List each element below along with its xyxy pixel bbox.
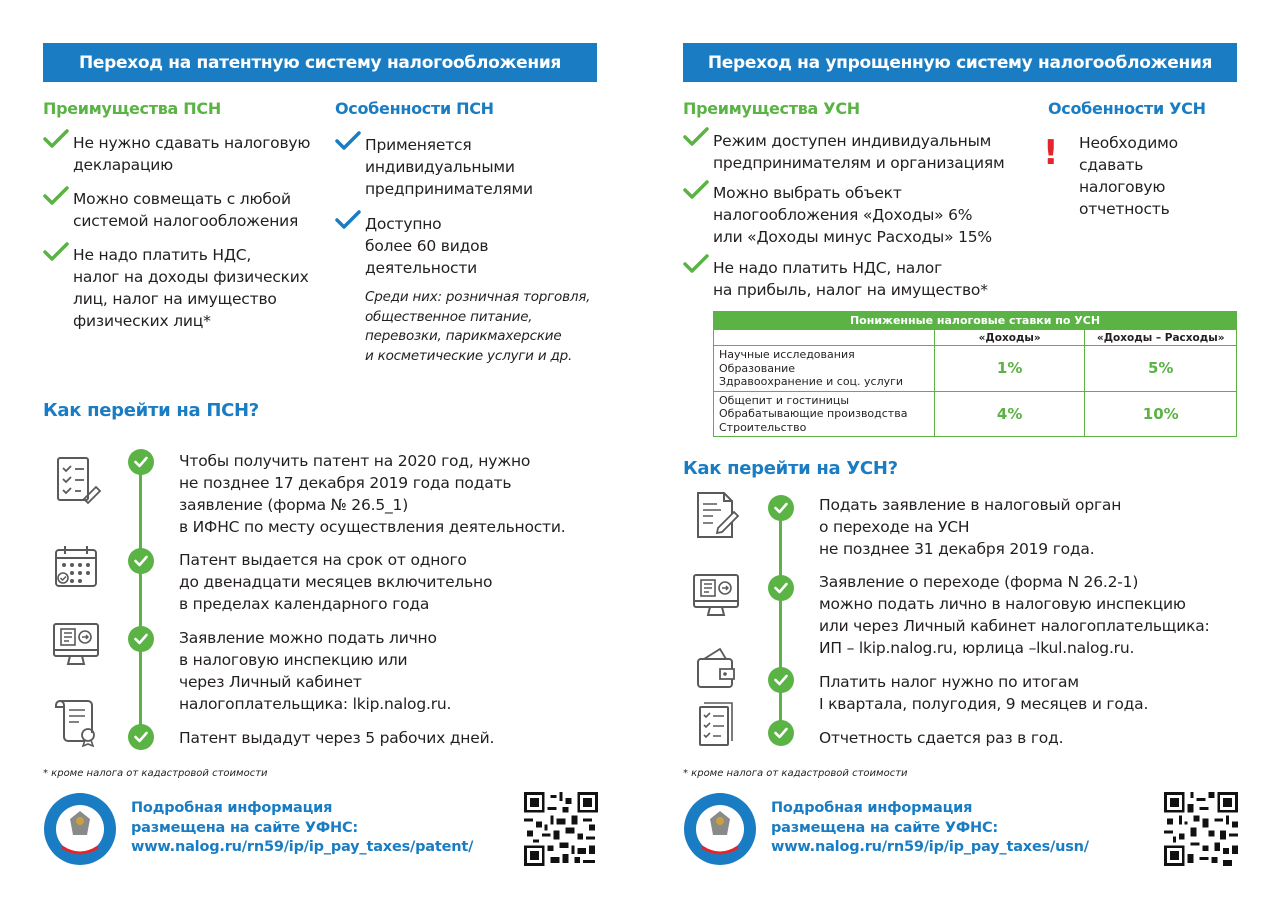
footer-line-2: размещена на сайте УФНС: bbox=[771, 819, 999, 836]
psn-footnote: * кроме налога от кадастровой стоимости bbox=[43, 768, 268, 779]
qr-code-icon[interactable] bbox=[524, 792, 598, 866]
exclamation-icon: ! bbox=[1043, 133, 1059, 173]
footer-line-1: Подробная информация bbox=[771, 800, 973, 816]
usn-banner: Переход на упрощенную систему налогообложения bbox=[683, 43, 1237, 82]
green-check-icon bbox=[683, 126, 709, 148]
green-check-icon bbox=[43, 128, 69, 150]
psn-features-title: Особенности ПСН bbox=[335, 99, 494, 118]
step-check-icon bbox=[128, 449, 154, 475]
usn-step-1: Подать заявление в налоговый орган о переходе на УСН не позднее 31 декабря 2019 года. bbox=[819, 496, 1122, 558]
footer-line-2: размещена на сайте УФНС: bbox=[131, 819, 359, 836]
usn-advantage-3: Не надо платить НДС, налог на прибыль, налог на имущество* bbox=[713, 259, 988, 299]
rates-col-income-minus-expenses: «Доходы – Расходы» bbox=[1085, 330, 1237, 346]
computer-icon bbox=[50, 620, 102, 670]
usn-advantages-title: Преимущества УСН bbox=[683, 99, 860, 118]
table-row bbox=[714, 346, 1237, 392]
green-check-icon bbox=[43, 241, 69, 263]
psn-step-4: Патент выдадут через 5 рабочих дней. bbox=[179, 729, 495, 747]
psn-footer-info bbox=[131, 799, 473, 858]
certificate-icon bbox=[50, 697, 102, 747]
fns-emblem-icon bbox=[42, 791, 118, 867]
usn-feature: Необходимо сдавать налоговую отчетность bbox=[1079, 134, 1178, 218]
psn-timeline-line bbox=[139, 462, 142, 736]
step-check-icon bbox=[128, 548, 154, 574]
green-check-icon bbox=[683, 179, 709, 201]
footer-line-1: Подробная информация bbox=[131, 800, 333, 816]
green-check-icon bbox=[683, 253, 709, 275]
usn-panel bbox=[640, 0, 1280, 908]
psn-banner: Переход на патентную систему налогообложения bbox=[43, 43, 597, 82]
psn-advantage-3: Не надо платить НДС, налог на доходы физических лиц, налог на имущество физических лиц* bbox=[73, 246, 309, 330]
rates-row-value-income-minus-expenses: 10% bbox=[1085, 391, 1237, 437]
psn-advantages-title: Преимущества ПСН bbox=[43, 99, 221, 118]
usn-step-2: Заявление о переходе (форма N 26.2-1) можно подать лично в налоговую инспекцию или через Личный кабинет налогоплательщика: ИП – lkip.nalog.ru, юрлица –lkul.nalog.ru. bbox=[819, 573, 1210, 657]
blue-check-icon bbox=[335, 130, 361, 152]
usn-step-3: Платить налог нужно по итогам I квартала, полугодия, 9 месяцев и года. bbox=[819, 673, 1149, 713]
psn-step-2: Патент выдается на срок от одного до двенадцати месяцев включительно в пределах календарного года bbox=[179, 551, 493, 613]
rates-table-title: Пониженные налоговые ставки по УСН bbox=[714, 312, 1237, 330]
usn-footer-info bbox=[771, 799, 1089, 858]
usn-step-4: Отчетность сдается раз в год. bbox=[819, 729, 1064, 747]
rates-row-categories: Научные исследования Образование Здравоохранение и соц. услуги bbox=[714, 346, 935, 392]
psn-website-link[interactable]: www.nalog.ru/rn59/ip/ip_pay_taxes/patent/ bbox=[131, 839, 474, 855]
psn-advantage-1: Не нужно сдавать налоговую декларацию bbox=[73, 134, 311, 174]
psn-step-1: Чтобы получить патент на 2020 год, нужно не позднее 17 декабря 2019 года подать заявление (форма № 26.5_1) в ИФНС по месту осуществления деятельности. bbox=[179, 452, 566, 536]
qr-code-icon[interactable] bbox=[1164, 792, 1238, 866]
step-check-icon bbox=[128, 724, 154, 750]
green-check-icon bbox=[43, 185, 69, 207]
psn-features-note: Среди них: розничная торговля, общественное питание, перевозки, парикмахерские и косметические услуги и др. bbox=[365, 289, 591, 364]
psn-step-3: Заявление можно подать лично в налоговую инспекцию или через Личный кабинет налогоплательщика: lkip.nalog.ru. bbox=[179, 629, 452, 713]
rates-col-income: «Доходы» bbox=[934, 330, 1085, 346]
psn-advantage-2: Можно совмещать с любой системой налогообложения bbox=[73, 190, 299, 230]
usn-rates-table bbox=[713, 311, 1237, 437]
usn-advantage-1: Режим доступен индивидуальным предпринимателям и организациям bbox=[713, 132, 1005, 172]
rates-table-empty-header bbox=[714, 330, 935, 346]
usn-features-title: Особенности УСН bbox=[1048, 99, 1206, 118]
usn-howto-title: Как перейти на УСН? bbox=[683, 458, 898, 479]
rates-row-categories: Общепит и гостиницы Обрабатывающие производства Строительство bbox=[714, 391, 935, 437]
rates-row-value-income: 4% bbox=[934, 391, 1085, 437]
calendar-icon bbox=[50, 542, 102, 592]
usn-advantage-2: Можно выбрать объект налогообложения «Доходы» 6% или «Доходы минус Расходы» 15% bbox=[713, 184, 992, 246]
usn-footnote: * кроме налога от кадастровой стоимости bbox=[683, 768, 908, 779]
rates-row-value-income-minus-expenses: 5% bbox=[1085, 346, 1237, 392]
checklist-icon bbox=[50, 455, 102, 505]
table-row bbox=[714, 391, 1237, 437]
step-check-icon bbox=[128, 626, 154, 652]
psn-howto-title: Как перейти на ПСН? bbox=[43, 400, 259, 421]
usn-website-link[interactable]: www.nalog.ru/rn59/ip/ip_pay_taxes/usn/ bbox=[771, 839, 1089, 855]
psn-feature-1: Применяется индивидуальными предпринимателями bbox=[365, 136, 533, 198]
psn-feature-2: Доступно более 60 видов деятельности bbox=[365, 215, 489, 277]
blue-check-icon bbox=[335, 209, 361, 231]
rates-row-value-income: 1% bbox=[934, 346, 1085, 392]
